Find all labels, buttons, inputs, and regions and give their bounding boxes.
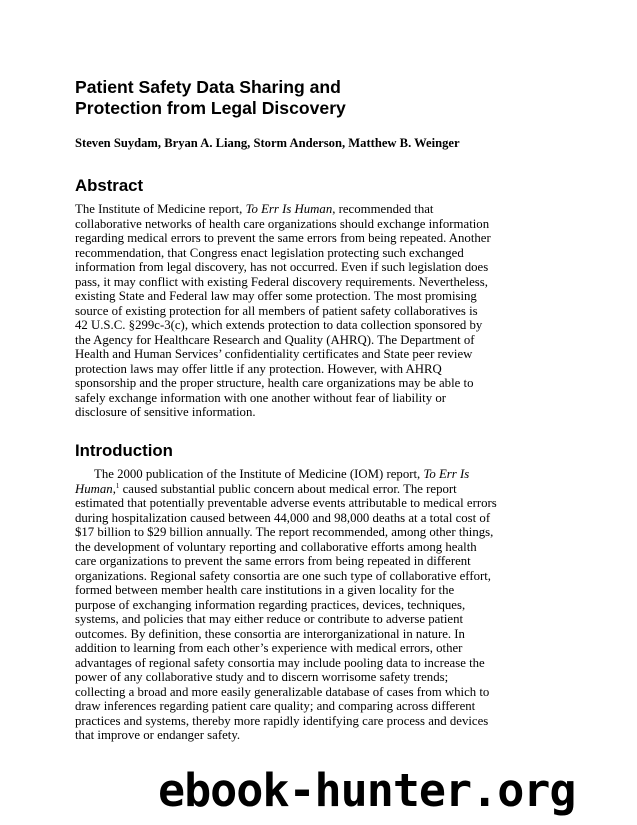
abstract-line: 42 U.S.C. §299c-3(c), which extends protection to data collection sponsored by bbox=[75, 318, 483, 333]
intro-line: the development of voluntary reporting and collaborative efforts among health bbox=[75, 539, 477, 554]
intro-line: formed between member health care institutions in a given locality for the bbox=[75, 583, 455, 598]
abstract-line: sponsorship and the proper structure, health care organizations may be able to bbox=[75, 376, 474, 391]
intro-line: practices and systems, thereby more rapidly identifying care process and devices bbox=[75, 713, 489, 728]
intro-line: addition to learning from each other’s experience with medical errors, other bbox=[75, 641, 463, 656]
abstract-heading: Abstract bbox=[75, 176, 144, 195]
intro-line: advantages of regional safety consortia may include pooling data to increase the bbox=[75, 655, 485, 670]
abstract-line: existing State and Federal law may offer some protection. The most promising bbox=[75, 289, 477, 304]
abstract-line: collaborative networks of health care organizations should exchange information bbox=[75, 216, 490, 231]
intro-line: draw inferences regarding patient care quality; and comparing across different bbox=[75, 699, 476, 714]
intro-line: organizations. Regional safety consortia are one such type of collaborative effort, bbox=[75, 568, 491, 583]
intro-line: purpose of exchanging information regarding practices, devices, techniques, bbox=[75, 597, 466, 612]
abstract-line: Health and Human Services’ confidentiality certificates and State peer review bbox=[75, 347, 473, 362]
intro-line: during hospitalization caused between 44,000 and 98,000 deaths at a total cost of bbox=[75, 510, 491, 525]
paper-title bbox=[75, 77, 495, 119]
intro-line: that improve or endanger safety. bbox=[75, 728, 241, 743]
intro-line: Human,$^1$ caused substantial public concern about medical error. The report bbox=[75, 481, 457, 496]
abstract-line: information from legal discovery, has not occurred. Even if such legislation does bbox=[75, 260, 489, 275]
introduction-body bbox=[75, 467, 497, 743]
abstract-body bbox=[75, 202, 493, 420]
footnote-marker[interactable]: 1 bbox=[115, 481, 120, 490]
abstract-line: The Institute of Medicine report, To Err Is Human, recommended that bbox=[75, 202, 434, 216]
introduction-heading: Introduction bbox=[75, 441, 173, 460]
abstract-line: protection laws may offer little if any protection. However, with AHRQ bbox=[75, 361, 442, 376]
title-line-2: Protection from Legal Discovery bbox=[75, 98, 346, 118]
book-title-italic: Human bbox=[75, 481, 113, 496]
abstract-line: recommendation, that Congress enact legislation protecting such exchanged bbox=[75, 245, 464, 260]
abstract-line: safely exchange information with one another without fear of liability or bbox=[75, 390, 446, 405]
title-line-1: Patient Safety Data Sharing and bbox=[75, 77, 341, 97]
abstract-line: disclosure of sensitive information. bbox=[75, 405, 256, 420]
intro-line: estimated that potentially preventable adverse events attributable to medical errors bbox=[75, 496, 497, 511]
intro-line: $17 billion to $29 billion annually. The report recommended, among other things, bbox=[75, 525, 494, 540]
abstract-line: source of existing protection for all members of patient safety collaboratives is bbox=[75, 303, 478, 318]
intro-line: outcomes. By definition, these consortia are interorganizational in nature. In bbox=[75, 626, 465, 641]
intro-line: power of any collaborative study and to discern worrisome safety trends; bbox=[75, 670, 449, 685]
author-list: Steven Suydam, Bryan A. Liang, Storm Anderson, Matthew B. Weinger bbox=[75, 136, 460, 150]
abstract-line: regarding medical errors to prevent the same errors from being repeated. Another bbox=[75, 231, 491, 246]
abstract-line: the Agency for Healthcare Research and Quality (AHRQ). The Department of bbox=[75, 332, 475, 347]
watermark: ebook-hunter.org bbox=[158, 764, 576, 817]
book-title-italic: To Err Is bbox=[423, 467, 470, 481]
abstract-line: pass, it may conflict with existing Federal discovery requirements. Nevertheless, bbox=[75, 274, 488, 289]
intro-line: care organizations to prevent the same errors from being repeated in different bbox=[75, 554, 471, 569]
intro-line: collecting a broad and more easily generalizable database of cases from which to bbox=[75, 684, 490, 699]
intro-line: systems, and policies that may either reduce or contribute to adverse patient bbox=[75, 612, 464, 627]
book-title-italic: To Err Is Human bbox=[245, 202, 333, 216]
intro-line: The 2000 publication of the Institute of Medicine (IOM) report, To Err Is bbox=[94, 467, 470, 481]
